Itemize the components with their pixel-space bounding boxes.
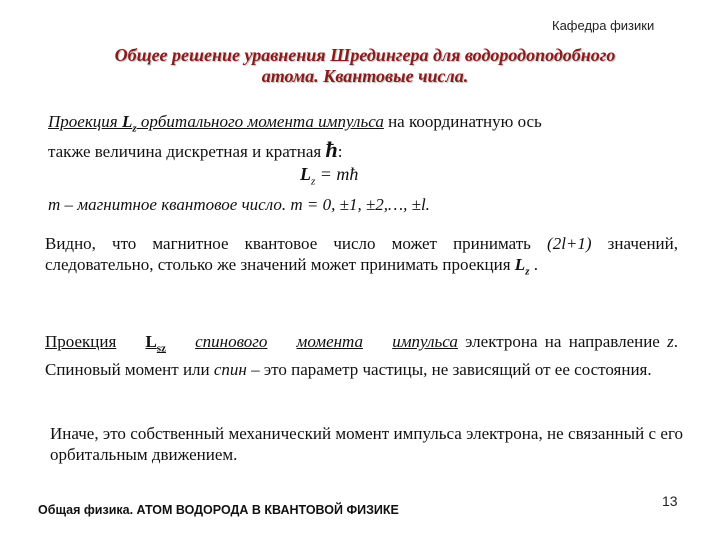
title-line-2: атома. Квантовые числа. [261,66,469,86]
paragraph-spin-definition: Иначе, это собственный механический момент импульса электрона, не связанный с его орбитальным движением. [50,424,683,464]
paragraph-spin-projection: Проекция $L_{sz}$ спинового момента импульса электрона на направление z. Спиновый момент или спин – это параметр частицы, не зависящий от ее состояния. [45,332,679,380]
paragraph-orbital-projection: Проекция $L_z$ орбитального момента импульса на координатную ось также величина дискретная и кратная ħ: [48,112,542,163]
page-number: 13 [662,493,678,509]
spin-term: спин [213,360,247,380]
magnetic-number-definition: m – магнитное квантовое число. [48,195,291,214]
orbital-projection-phrase: Проекция $L_z$ орбитального момента импульса [48,112,384,135]
value-count: (2l+1) [547,234,592,253]
lz-formula: $L_z$ = mħ [300,164,359,188]
magnetic-number-values: m = 0, ±1, ±2,…, ±l. [290,195,430,214]
paragraph-magnetic-values: Видно, что магнитное квантовое число может принимать (2l+1) значений, следовательно, столько же значений может принимать проекция $L_z$ . [45,234,678,278]
department-label: Кафедра физики [552,18,655,33]
orbital-projection-line2: также величина дискретная и кратная [48,142,326,162]
slide-title [40,45,690,87]
orbital-projection-tail: на координатную ось [383,112,542,131]
footer-course-title: Общая физика. АТОМ ВОДОРОДА В КВАНТОВОЙ ФИЗИКЕ [38,503,399,517]
magnetic-number-line [48,195,430,215]
hbar-symbol: ħ [325,137,338,163]
title-line-1: Общее решение уравнения Шредингера для водородоподобного [114,45,616,65]
